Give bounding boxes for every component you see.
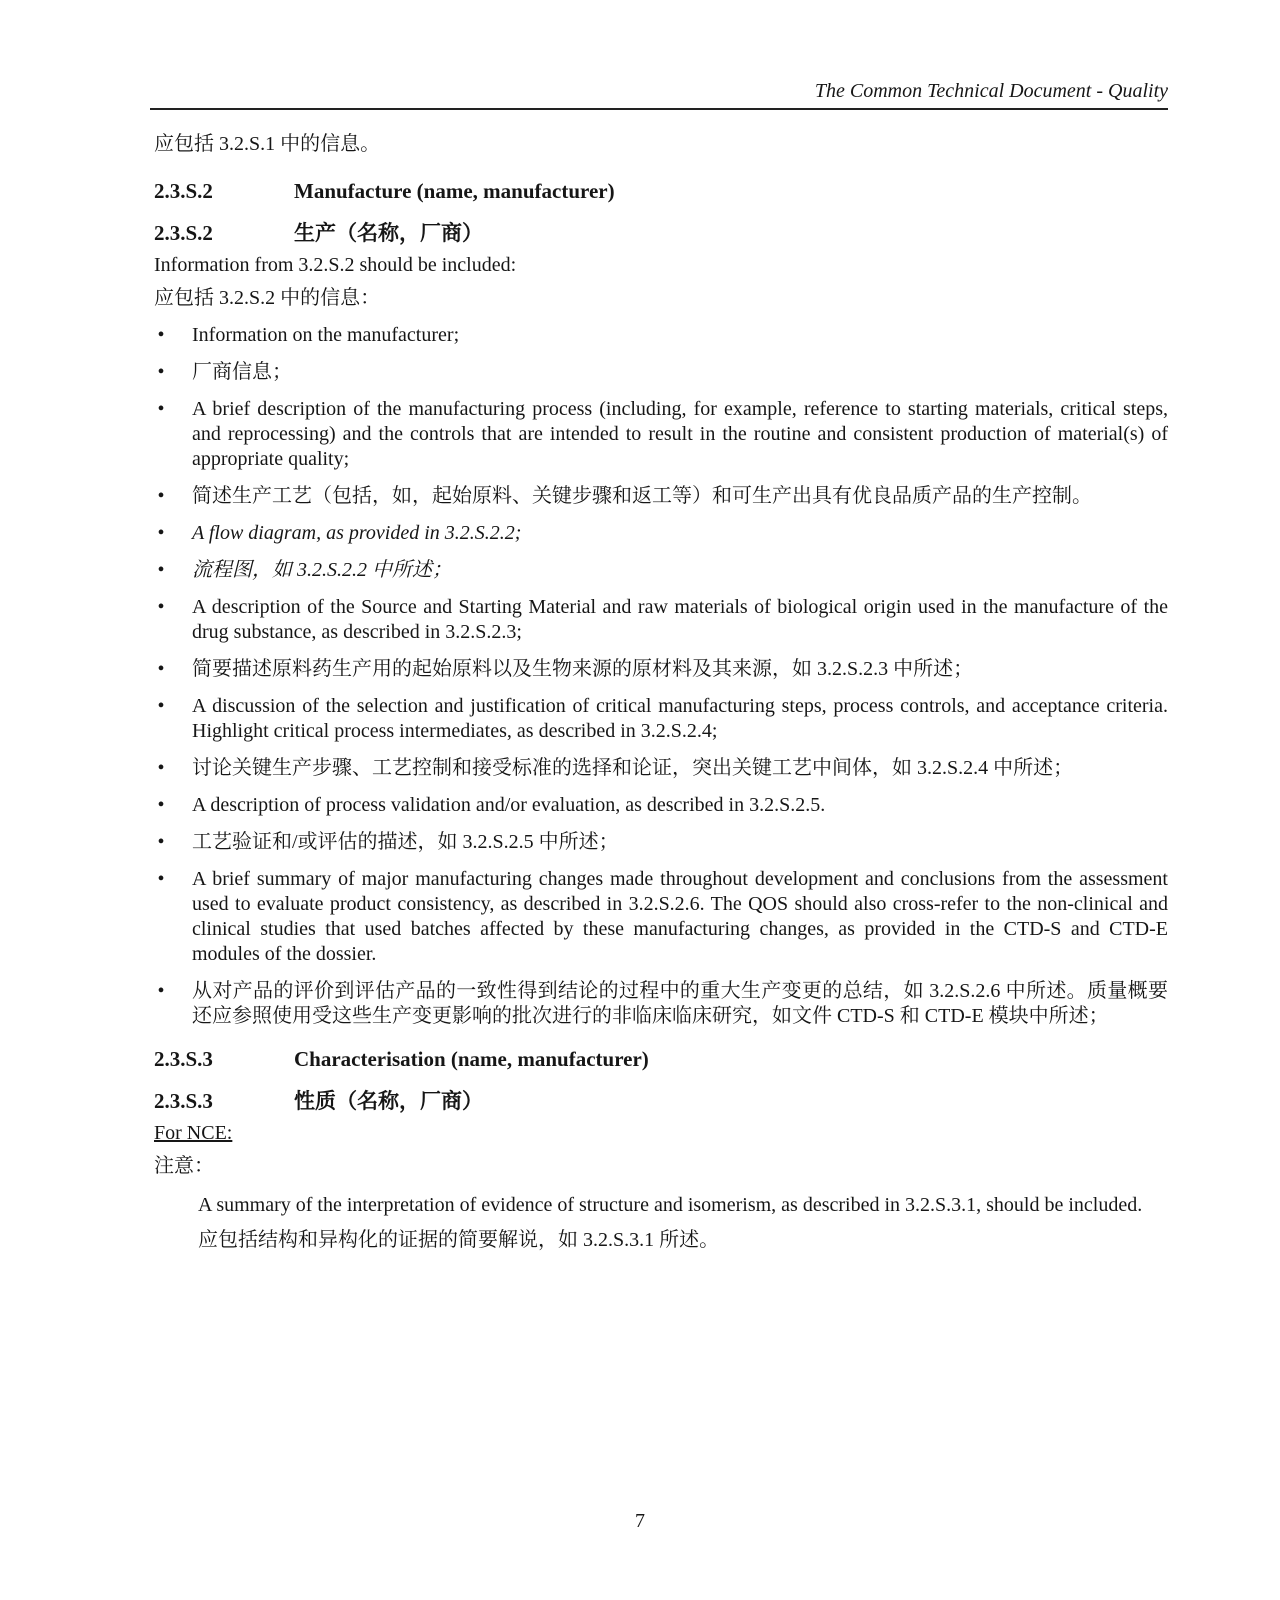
page-number: 7 bbox=[635, 1510, 645, 1532]
bullet-icon: • bbox=[157, 757, 165, 779]
bullet-icon: • bbox=[157, 980, 165, 1002]
bullet-icon: • bbox=[157, 596, 165, 618]
bullet-icon: • bbox=[157, 695, 165, 717]
list-item bbox=[154, 360, 1168, 385]
for-nce-label: For NCE: bbox=[154, 1122, 233, 1144]
list-item-text: 简要描述原料药生产用的起始原料以及生物来源的原材料及其来源，如 3.2.S.2.3 中所述； bbox=[192, 658, 974, 680]
bullet-icon: • bbox=[157, 831, 165, 853]
section-title: 生产（名称，厂商） bbox=[294, 221, 483, 245]
bullet-icon: • bbox=[157, 559, 165, 581]
section-heading-cn bbox=[154, 219, 1168, 247]
section-number: 2.3.S.2 bbox=[154, 179, 213, 203]
list-item bbox=[154, 397, 1168, 472]
list-item-text: A discussion of the selection and justification of critical manufacturing steps, process controls, and acceptance criteria. Highlight critical process intermediates, as described in 3.2.S.2.4; bbox=[192, 695, 1168, 742]
intro-line: 应包括 3.2.S.1 中的信息。 bbox=[154, 133, 381, 155]
list-item-text: Information on the manufacturer; bbox=[192, 324, 460, 346]
list-item bbox=[154, 830, 1168, 855]
list-item-text: 厂商信息； bbox=[192, 361, 292, 383]
section-number: 2.3.S.3 bbox=[154, 1089, 213, 1113]
list-item bbox=[154, 521, 1168, 546]
summary-en: A summary of the interpretation of evidence of structure and isomerism, as described in 3.2.S.3.1, should be included. bbox=[198, 1194, 1143, 1216]
bullet-icon: • bbox=[157, 522, 165, 544]
bullet-icon: • bbox=[157, 324, 165, 346]
list-item bbox=[154, 793, 1168, 818]
list-item-text: 讨论关键生产步骤、工艺控制和接受标准的选择和论证，突出关键工艺中间体，如 3.2.S.2.4 中所述； bbox=[192, 757, 1074, 779]
bullet-list bbox=[154, 323, 1168, 1029]
section-heading-en bbox=[154, 177, 1168, 205]
bullet-icon: • bbox=[157, 398, 165, 420]
list-item bbox=[154, 323, 1168, 348]
list-item-text: 工艺验证和/或评估的描述，如 3.2.S.2.5 中所述； bbox=[192, 831, 619, 853]
list-item bbox=[154, 558, 1168, 583]
list-item bbox=[154, 694, 1168, 744]
section-number: 2.3.S.3 bbox=[154, 1047, 213, 1071]
bullet-icon: • bbox=[157, 361, 165, 383]
section-heading-en bbox=[154, 1045, 1168, 1073]
section-heading-cn bbox=[154, 1087, 1168, 1115]
list-item-text: A description of the Source and Starting Material and raw materials of biological origin used in the manufacture of the drug substance, as described in 3.2.S.2.3; bbox=[192, 596, 1168, 643]
list-item bbox=[154, 867, 1168, 967]
section-number: 2.3.S.2 bbox=[154, 221, 213, 245]
note-label: 注意： bbox=[154, 1155, 214, 1177]
paragraph: Information from 3.2.S.2 should be included: bbox=[154, 254, 517, 276]
list-item bbox=[154, 979, 1168, 1029]
list-item bbox=[154, 595, 1168, 645]
running-header: The Common Technical Document - Quality bbox=[150, 80, 1168, 110]
section-title: 性质（名称，厂商） bbox=[294, 1089, 483, 1113]
list-item-text: A description of process validation and/or evaluation, as described in 3.2.S.2.5. bbox=[192, 794, 826, 816]
list-item-text: A flow diagram, as provided in 3.2.S.2.2; bbox=[192, 522, 522, 544]
bullet-icon: • bbox=[157, 658, 165, 680]
list-item bbox=[154, 756, 1168, 781]
list-item-text: 简述生产工艺（包括，如，起始原料、关键步骤和返工等）和可生产出具有优良品质产品的生产控制。 bbox=[192, 485, 1092, 507]
summary-cn: 应包括结构和异构化的证据的简要解说，如 3.2.S.3.1 所述。 bbox=[198, 1229, 720, 1251]
list-item-text: 从对产品的评价到评估产品的一致性得到结论的过程中的重大生产变更的总结，如 3.2.S.2.6 中所述。质量概要还应参照使用受这些生产变更影响的批次进行的非临床临床研究，如文件 CTD-S 和 CTD-E 模块中所述； bbox=[192, 980, 1168, 1027]
bullet-icon: • bbox=[157, 868, 165, 890]
list-item bbox=[154, 657, 1168, 682]
section-title: Characterisation (name, manufacturer) bbox=[294, 1047, 649, 1071]
list-item bbox=[154, 484, 1168, 509]
bullet-icon: • bbox=[157, 485, 165, 507]
section-title: Manufacture (name, manufacturer) bbox=[294, 179, 615, 203]
list-item-text: A brief summary of major manufacturing changes made throughout development and conclusions from the assessment used to evaluate product consistency, as described in 3.2.S.2.6. The QOS should also cross-refer to the non-clinical and clinical studies that used batches affected by these manufacturing changes, as provided in the CTD-S and CTD-E modules of the dossier. bbox=[192, 868, 1168, 965]
page-content bbox=[154, 132, 1168, 1263]
list-item-text: A brief description of the manufacturing process (including, for example, reference to starting materials, critical steps, and reprocessing) and the controls that are intended to result in the routine and consistent production of material(s) of appropriate quality; bbox=[192, 398, 1168, 470]
bullet-icon: • bbox=[157, 794, 165, 816]
paragraph: 应包括 3.2.S.2 中的信息： bbox=[154, 287, 381, 309]
list-item-text: 流程图，如 3.2.S.2.2 中所述； bbox=[192, 559, 452, 581]
